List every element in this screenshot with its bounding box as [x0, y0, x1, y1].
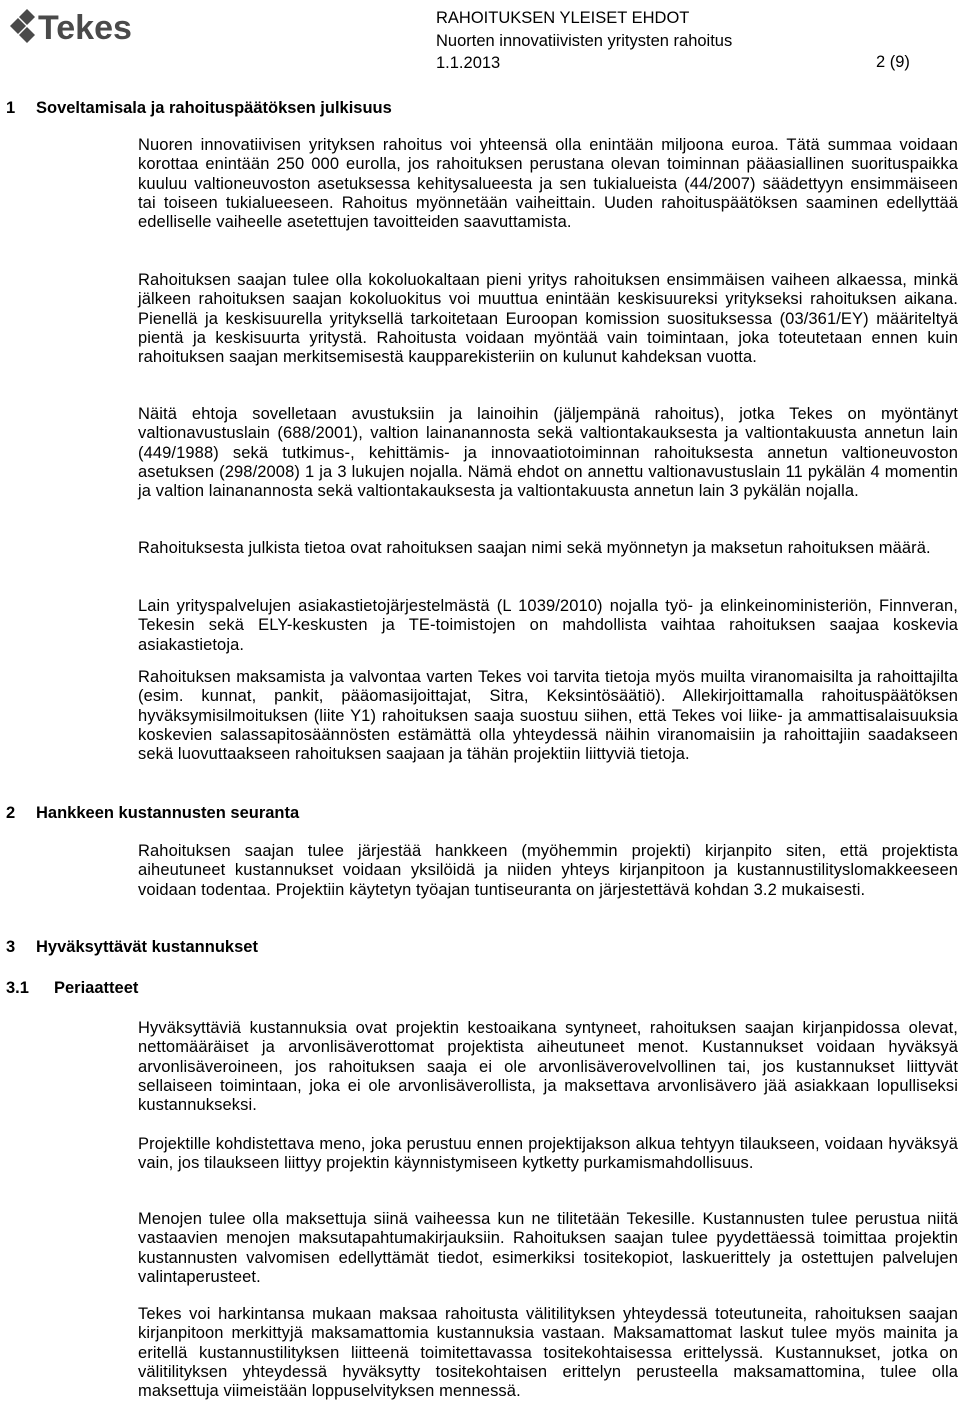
paragraph: Rahoituksen saajan tulee olla kokoluokaltaan pieni yritys rahoituksen ensimmäisen vaiheen alkaessa, minkä jälkeen rahoituksen saajan kokoluokitus voi muuttua enintään keskisuureksi yritykseksi rahoituksen aikana. Pienellä ja keskisuurella yrityksellä tarkoitetaan Euroopan komission suosituksessa (03/361/EY) määriteltyä pientä ja keskisuurta yritystä. Rahoitusta voidaan myöntää vain toimintaan, joka toteutetaan ennen kuin rahoituksen saajan merkitsemisestä kaupparekisteriin on kulunut kahdeksan vuotta.: [138, 271, 958, 367]
page-number: 2 (9): [876, 53, 910, 71]
section-heading-1: [6, 97, 392, 119]
tekes-logo: [6, 4, 166, 48]
paragraph: Rahoituksesta julkista tietoa ovat rahoituksen saajan nimi sekä myönnetyn ja maksetun rahoituksen määrä.: [138, 539, 931, 557]
subsection-heading-3-1: [6, 977, 138, 999]
section-title: Hyväksyttävät kustannukset: [36, 938, 258, 956]
section-title: Hankkeen kustannusten seuranta: [36, 804, 300, 822]
section-number: 3: [6, 938, 16, 956]
document-date: 1.1.2013: [436, 54, 501, 72]
tekes-mark-icon: [10, 9, 35, 43]
section-title: Soveltamisala ja rahoituspäätöksen julkisuus: [36, 99, 392, 117]
section-title: Periaatteet: [54, 979, 139, 997]
paragraph: Hyväksyttäviä kustannuksia ovat projektin kestoaikana syntyneet, rahoituksen saajan kirjanpidossa olevat, nettomääräiset ja arvonlisäverottomat projektista aiheutuneet menot. Kustannukset voidaan hyväksyä arvonlisäveroineen, jos rahoituksen saaja ei ole arvonlisäverovelvollinen tai, jos kustannukset liittyvät sellaiseen toimintaan, joka ei ole arvonlisäverollista, ja maksettava arvonlisävero jää asiakkaan lopulliseksi kustannukseksi.: [138, 1019, 958, 1115]
document-subtitle: Nuorten innovatiivisten yritysten rahoitus: [436, 32, 733, 50]
paragraph: Projektille kohdistettava meno, joka perustuu ennen projektijakson alkua tehtyyn tilaukseen, voidaan hyväksyä vain, jos tilaukseen liittyy projektin käynnistymiseen kytketty purkamismahdollisuus.: [138, 1135, 958, 1173]
paragraph: Rahoituksen maksamista ja valvontaa varten Tekes voi tarvita tietoja myös muilta viranomaisilta ja rahoittajilta (esim. kunnat, pankit, pääomasijoittajat, Sitra, Keksintösäätiö). Allekirjoittamalla rahoituspäätöksen hyväksymisilmoituksen (liite Y1) rahoituksen saaja suostuu siihen, että Tekes voi liike- ja ammattisalaisuuksia koskevien salassapitosäännösten estämättä olla yhteydessä näihin viranomaisiin ja rahoittajiin saadakseen sekä luovuttaakseen rahoituksen saajaan ja tähän projektiin liittyviä tietoja.: [138, 668, 958, 764]
logo-text: Tekes: [38, 9, 132, 47]
paragraph: Lain yrityspalvelujen asiakastietojärjestelmästä (L 1039/2010) nojalla työ- ja elinkeinoministeriön, Finnveran, Tekesin sekä ELY-keskusten ja TE-toimistojen on mahdollista vaihtaa rahoituksen saajaa koskevia asiakastietoja.: [138, 597, 958, 654]
section-number: 3.1: [6, 979, 29, 997]
paragraph: Nuoren innovatiivisen yrityksen rahoitus voi yhteensä olla enintään miljoona euroa. Tätä summaa voidaan korottaa enintään 250 000 eurolla, jos rahoituksen perustana olevan toiminnan pääasiallinen suorituspaikka kuuluu valtioneuvoston asetuksessa kehitysalueesta ja sen tukialueista (44/2007) säädettyyn ensimmäiseen tai toiseen tukialueeseen. Rahoitus myönnetään vaiheittain. Uuden rahoituspäätöksen saaminen edellyttää edelliselle vaiheelle asetettujen tavoitteiden saavuttamista.: [138, 136, 958, 232]
document-title: RAHOITUKSEN YLEISET EHDOT: [436, 9, 690, 27]
paragraph: Menojen tulee olla maksettuja siinä vaiheessa kun ne tilitetään Tekesille. Kustannusten tulee perustua niitä vastaavien menojen maksutapahtumakirjauksiin. Rahoituksen saajan tulee pyydettäessä toimittaa projektin kustannusten valvomisen edellyttämät tiedot, esimerkiksi tositekopiot, laskuerittely ja ostettujen palvelujen valintaperusteet.: [138, 1210, 958, 1286]
paragraph: Rahoituksen saajan tulee järjestää hankkeen (myöhemmin projekti) kirjanpito siten, että projektista aiheutuneet kustannukset voidaan yksilöidä ja niiden yhteys kirjanpitoon ja kustannustilityslomakkeeseen voidaan todentaa. Projektiin käytetyn työajan tuntiseuranta on järjestettävä kohdan 3.2 mukaisesti.: [138, 842, 958, 899]
section-heading-3: [6, 936, 258, 958]
section-number: 2: [6, 804, 16, 822]
section-number: 1: [6, 99, 16, 117]
section-heading-2: [6, 802, 299, 824]
paragraph: Tekes voi harkintansa mukaan maksaa rahoitusta välitilityksen yhteydessä toteutuneita, rahoituksen saajan kirjanpitoon merkittyjä maksamattomia kustannuksia vastaan. Maksamattomat laskut tulee myös mainita ja eritellä kustannustilityksen liitteenä toimitettavassa tositekohtaisessa erittelyssä. Kustannukset, jotka on välitilityksen yhteydessä hyväksytty tositekohtaisen erittelyn perusteella maksamattomina, tulee olla maksettuja viimeistään loppuselvityksen mennessä.: [138, 1305, 958, 1401]
paragraph: Näitä ehtoja sovelletaan avustuksiin ja lainoihin (jäljempänä rahoitus), jotka Tekes on myöntänyt valtionavustuslain (688/2001), valtion lainanannosta sekä valtiontakauksesta ja valtiontakuusta annetun lain (449/1988) sekä tutkimus-, kehittämis- ja innovaatiotoiminnan rahoituksesta annetun valtioneuvoston asetuksen (298/2008) 1 ja 3 lukujen nojalla. Nämä ehdot on annettu valtionavustuslain 11 pykälän 4 momentin ja valtion lainanannosta sekä valtiontakauksesta ja valtiontakuusta annetun lain 3 pykälän nojalla.: [138, 405, 958, 501]
